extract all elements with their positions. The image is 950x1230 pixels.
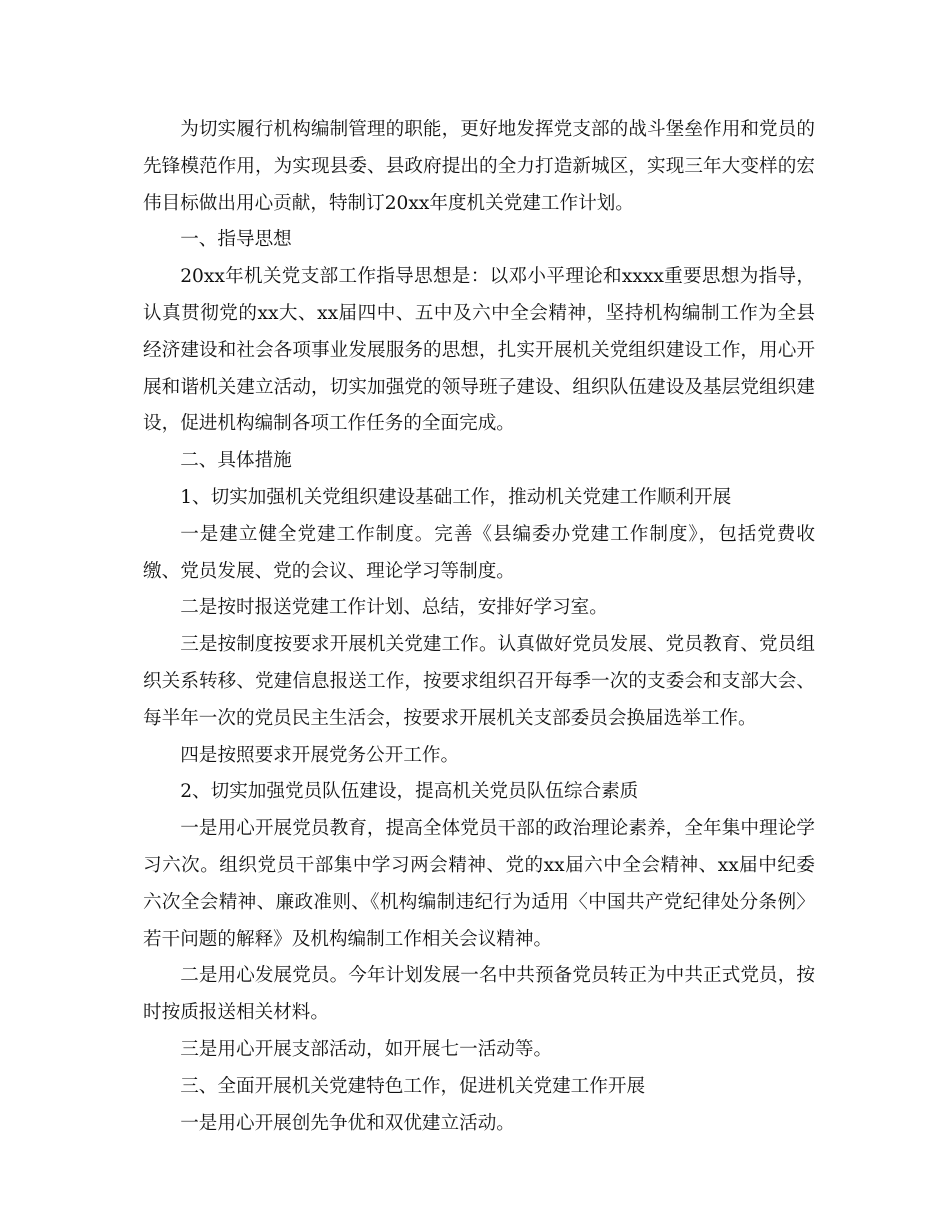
paragraph-measure-1-1: 一是建立健全党建工作制度。完善《县编委办党建工作制度》，包括党费收缴、党员发展、党的会议、理论学习等制度。	[143, 523, 815, 582]
subheading-organization-building: 1、切实加强机关党组织建设基础工作，推动机关党建工作顺利开展	[180, 486, 732, 508]
paragraph-measure-1-3: 三是按制度按要求开展机关党建工作。认真做好党员发展、党员教育、党员组织关系转移、党建信息报送工作，按要求组织召开每季一次的支委会和支部大会、每半年一次的党员民主生活会，按要求开展机关支部委员会换届选举工作。	[143, 634, 815, 729]
paragraph-guiding-ideology: 20xx年机关党支部工作指导思想是：以邓小平理论和xxxx重要思想为指导，认真贯彻党的xx大、xx届四中、五中及六中全会精神，坚持机构编制工作为全县经济建设和社会各项事业发展服务的思想，扎实开展机关党组织建设工作，用心开展和谐机关建立活动，切实加强党的领导班子建设、组织队伍建设及基层党组织建设，促进机构编制各项工作任务的全面完成。	[143, 266, 815, 435]
document-body	[143, 112, 815, 1142]
paragraph-measure-2-1: 一是用心开展党员教育，提高全体党员干部的政治理论素养，全年集中理论学习六次。组织党员干部集中学习两会精神、党的xx届六中全会精神、xx届中纪委六次全会精神、廉政准则、《机构编制违纪行为适用〈中国共产党纪律处分条例〉若干问题的解释》及机构编制工作相关会议精神。	[143, 818, 815, 950]
paragraph-measure-2-3: 三是用心开展支部活动，如开展七一活动等。	[180, 1038, 553, 1060]
paragraph-measure-1-4: 四是按照要求开展党务公开工作。	[180, 744, 460, 766]
section-heading-specific-measures: 二、具体措施	[180, 450, 292, 472]
subheading-team-building: 2、切实加强党员队伍建设，提高机关党员队伍综合素质	[180, 781, 639, 803]
paragraph-intro: 为切实履行机构编制管理的职能，更好地发挥党支部的战斗堡垒作用和党员的先锋模范作用，为实现县委、县政府提出的全力打造新城区，实现三年大变样的宏伟目标做出用心贡献，特制订20xx年度机关党建工作计划。	[143, 119, 815, 214]
paragraph-measure-2-2: 二是用心发展党员。今年计划发展一名中共预备党员转正为中共正式党员，按时按质报送相关材料。	[143, 965, 815, 1024]
section-heading-special-work: 三、全面开展机关党建特色工作，促进机关党建工作开展	[180, 1075, 646, 1097]
paragraph-measure-1-2: 二是按时报送党建工作计划、总结，安排好学习室。	[180, 597, 608, 619]
section-heading-guiding-ideology: 一、指导思想	[180, 229, 292, 251]
paragraph-measure-3-1: 一是用心开展创先争优和双优建立活动。	[180, 1112, 515, 1134]
